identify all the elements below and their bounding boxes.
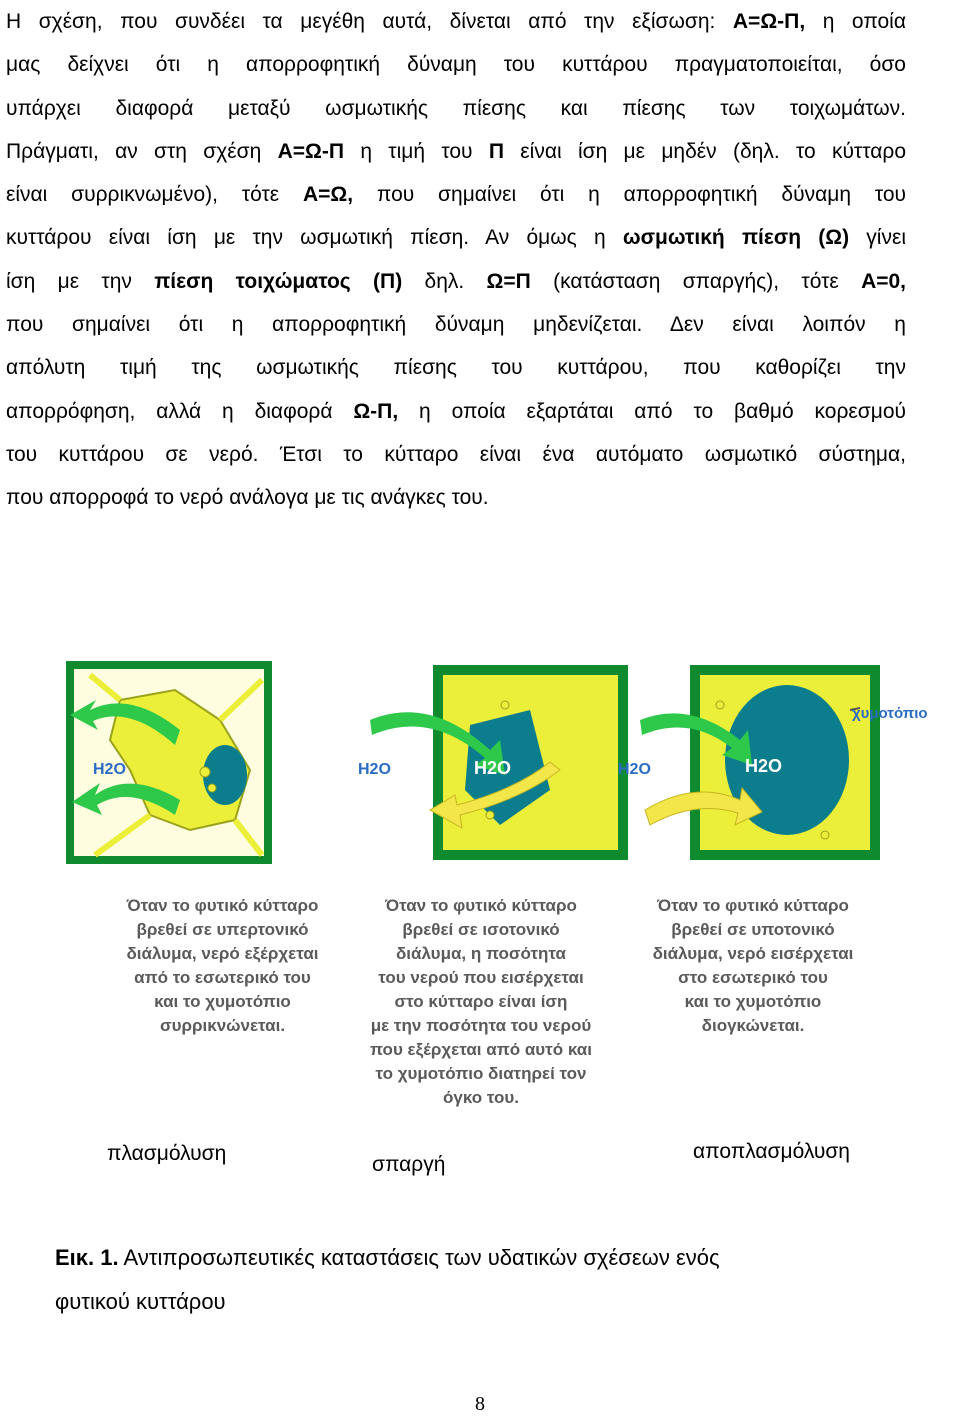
caption-line: διάλυμα, η ποσότητα: [396, 944, 566, 963]
caption-line: Όταν το φυτικό κύτταρο: [385, 896, 577, 915]
paragraph-line: του κυττάρου σε νερό. Έτσι το κύτταρο είναι ένα αυτόματο ωσμωτικό σύστημα,: [6, 442, 906, 466]
state-label-plasmolysis: πλασμόλυση: [107, 1142, 227, 1165]
paragraph-line: υπάρχει διαφορά μεταξύ ωσμωτικής πίεσης και πίεσης των τοιχωμάτων.: [6, 96, 906, 120]
caption-line: βρεθεί σε υποτονικό: [671, 920, 835, 939]
paragraph-line: Η σχέση, που συνδέει τα μεγέθη αυτά, δίνεται από την εξίσωση: Α=Ω-Π, η οποία: [6, 10, 906, 33]
caption-line: διάλυμα, νερό εξέρχεται: [126, 944, 319, 963]
caption-line: από το εσωτερικό του: [134, 968, 311, 987]
caption-line: και το χυμοτόπιο: [154, 992, 291, 1011]
caption-line: όγκο του.: [443, 1088, 519, 1107]
state-label-deplasmolysis: αποπλασμόλυση: [693, 1140, 850, 1163]
caption-isotonic: [340, 894, 622, 1110]
figure-caption-text-1: Αντιπροσωπευτικές καταστάσεις των υδατικών σχέσεων ενός: [118, 1245, 720, 1270]
plant-cell-figure: [0, 650, 960, 870]
figure-caption-label: Εικ. 1.: [55, 1245, 119, 1270]
caption-line: Όταν το φυτικό κύτταρο: [126, 896, 319, 915]
figure-caption: [55, 1236, 855, 1324]
caption-line: διάλυμα, νερό εισέρχεται: [652, 944, 854, 963]
paragraph-line: Πράγματι, αν στη σχέση Α=Ω-Π η τιμή του Π είναι ίση με μηδέν (δηλ. το κύτταρο: [6, 139, 906, 163]
paragraph-line: που απορροφά το νερό ανάλογα με τις ανάγκες του.: [6, 486, 489, 510]
paragraph-line: κυττάρου είναι ίση με την ωσμωτική πίεση. Αν όμως η ωσμωτική πίεση (Ω) γίνει: [6, 226, 907, 250]
paragraph-line: απόλυτη τιμή της ωσμωτικής πίεσης του κυττάρου, που καθορίζει την: [6, 356, 906, 380]
h2o-label-2: H2O: [358, 761, 391, 778]
paragraph-line: ίση με την πίεση τοιχώματος (Π) δηλ. Ω=Π (κατάσταση σπαργής), τότε Α=0,: [6, 269, 907, 293]
caption-line: βρεθεί σε ισοτονικό: [402, 920, 560, 939]
caption-line: που εξέρχεται από αυτό και: [370, 1040, 592, 1059]
h2o-label-3: H2O: [618, 761, 651, 778]
paragraph-line: είναι συρρικνωμένο), τότε Α=Ω, που σημαίνει ότι η απορροφητική δύναμη του: [6, 183, 906, 207]
paragraph-line: απορρόφηση, αλλά η διαφορά Ω-Π, η οποία εξαρτάται από το βαθμό κορεσμού: [6, 399, 906, 423]
caption-line: και το χυμοτόπιο: [684, 992, 822, 1011]
caption-hypotonic: [622, 894, 884, 1038]
page-number: 8: [475, 1393, 485, 1415]
body-paragraph: [6, 0, 906, 520]
caption-line: στο εσωτερικό του: [678, 968, 828, 987]
caption-hypertonic: [95, 894, 350, 1038]
figure-caption-text-2: φυτικού κυττάρου: [55, 1289, 226, 1314]
h2o-vacuole-label-2: H2O: [474, 758, 512, 778]
paragraph-line: που σημαίνει ότι η απορροφητική δύναμη μηδενίζεται. Δεν είναι λοιπόν η: [6, 313, 906, 337]
vacuole-label: χυμοτόπιο: [852, 705, 928, 722]
state-label-turgor: σπαργή: [372, 1153, 446, 1176]
caption-line: με την ποσότητα του νερού: [370, 1016, 592, 1035]
h2o-label-1: H2O: [93, 761, 126, 778]
caption-line: στο κύτταρο είναι ίση: [394, 992, 568, 1011]
caption-line: Όταν το φυτικό κύτταρο: [657, 896, 849, 915]
caption-line: βρεθεί σε υπερτονικό: [136, 920, 309, 939]
caption-line: του νερού που εισέρχεται: [378, 968, 584, 987]
paragraph-line: μας δείχνει ότι η απορροφητική δύναμη του κυττάρου πραγματοποιείται, όσο: [6, 53, 906, 77]
caption-line: συρρικνώνεται.: [159, 1016, 286, 1035]
caption-line: διογκώνεται.: [701, 1016, 805, 1035]
caption-line: το χυμοτόπιο διατηρεί τον: [375, 1064, 587, 1083]
h2o-vacuole-label-3: H2O: [745, 756, 783, 776]
